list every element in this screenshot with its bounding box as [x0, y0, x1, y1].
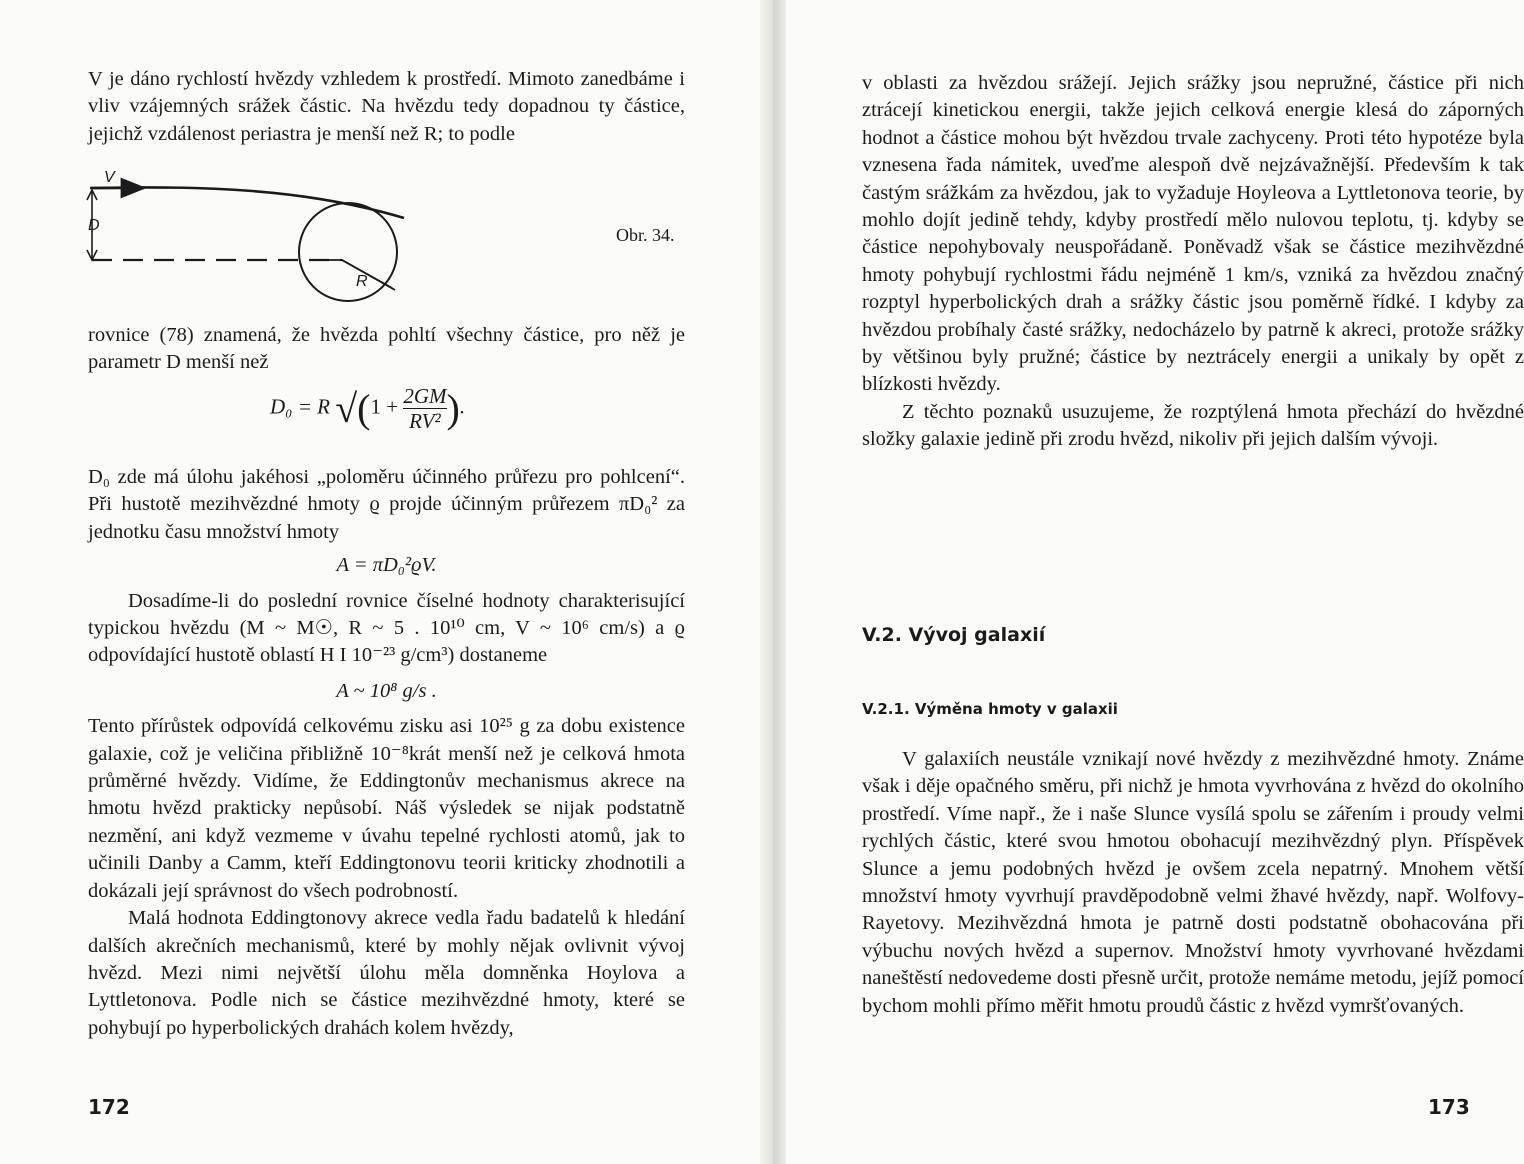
eq1-lhs: D₀ = R — [270, 394, 330, 419]
figure-label-r: R — [356, 273, 368, 290]
right-text-3: V galaxiích neustále vznikají nové hvězdy z mezihvězdné hmoty. Známe však i děje opačného směru, při nichž je hmota vyvrhována z hvězd do okolního prostředí. Víme např., že i naše Slunce vysílá spolu se zářením i proudy velmi rychlých částic, které svou hmotou obohacují mezihvězdný plyn. Příspěvek Slunce a jemu podobných hvězd je ovšem zcela nepatrný. Mnohem větší množství hmoty vyvrhují pravděpodobně velmi žhavé hvězdy, např. Wolfovy-Rayetovy. Mezihvězdná hmota je patrně dosti podstatně obohacována při výbuchu nových hvězd a supernov. Množství hmoty vyvrhované hvězdami naneštěstí nedovedeme dosti přesně určit, protože nemáme metodu, jejíž pomocí bychom mohli přímo měřit hmotu proudů částic z hvězd vymršťovaných. — [862, 748, 1524, 1017]
page-number-left: 172 — [88, 1095, 130, 1119]
figure-caption: Obr. 34. — [616, 225, 675, 245]
star-circle — [299, 203, 397, 301]
right-text-1: v oblasti za hvězdou srážejí. Jejich srážky jsou nepružné, částice při nich ztrácejí kinetickou energii, takže jejich celková energie klesá do záporných hodnot a částice mohou být hvězdou trvale zachyceny. Proti této hypotéze byla vznesena řada námitek, uveďme alespoň dvě nejzávažnější. Především k tak častým srážkám za hvězdou, jak to vyžaduje Hoyleova a Lyttletonova teorie, by mohlo dojít jedině tehdy, kdyby prostředí mělo nulovou teplotu, tj. kdyby se částice nepohybovaly neuspořádaně. Poněvadž však se částice mezihvězdné hmoty pohybují rychlostmi řádu nejméně 1 km/s, vzniká za hvězdou značný rozptyl hyperbolických drah a srážky částic jsou poměrně řídké. I kdyby za hvězdou probíhaly časté srážky, nedocházelo by patrně k akreci, protože srážky by většinou byly pružné; částice by neztrácely energii a unikaly by opět z blízkosti hvězdy. — [862, 72, 1524, 396]
section-heading: V.2. Vývoj galaxií — [862, 624, 1046, 646]
right-paragraph-1 — [862, 70, 1524, 454]
left-paragraph-3 — [88, 464, 685, 1042]
right-paragraph-3 — [862, 746, 1524, 1020]
eq1-denominator: RV² — [409, 409, 441, 433]
left-text-1: V je dáno rychlostí hvězdy vzhledem k prostředí. Mimoto zanedbáme i vliv vzájemných srážek částic. Na hvězdu tedy dopadnou ty částice, jejichž vzdálenost periastra je menší než R; to podle — [88, 68, 685, 145]
hyperbolic-trajectory — [90, 187, 404, 218]
left-page — [0, 0, 760, 1164]
equation-a-value: A ~ 10⁸ g/s . — [336, 679, 437, 702]
left-text-2: rovnice (78) znamená, že hvězda pohltí všechny částice, pro něž je parametr D menší než — [88, 324, 685, 374]
book-gutter — [760, 0, 786, 1164]
figure-label-v: V — [104, 169, 115, 186]
equation-d0: D₀ = R √(1 + $\frac{2GM}{\text{RV²}}$ ). — [270, 384, 466, 433]
left-paragraph-2 — [88, 322, 685, 377]
right-text-2: Z těchto poznaků usuzujeme, že rozptýlená hmota přechází do hvězdné složky galaxie jedině při zrodu hvězd, nikoliv při jejich dalším vývoji. — [862, 400, 1524, 451]
eq1-numerator: 2GM — [403, 384, 447, 408]
subsection-heading: V.2.1. Výměna hmoty v galaxii — [862, 700, 1118, 718]
eq1-one: 1 + — [370, 394, 399, 419]
equation-a: A = πD₀²ϱV. — [336, 554, 437, 577]
left-text-6: Malá hodnota Eddingtonovy akrece vedla řadu badatelů k hledání dalších akrečních mechanismů, které by mohly nějak ovlivnit vývoj hvězd. Mezi nimi největší úlohu měla domněnka Hoylova a Lyttletonova. Podle nich se částice mezihvězdné hmoty, které se pohybují po hyperbolických drahách kolem hvězdy, — [88, 907, 685, 1039]
page-number-right: 173 — [1428, 1095, 1470, 1119]
left-text-4: Dosadíme-li do poslední rovnice číselné hodnoty charakterisující typickou hvězdu (M ~ M☉, R ~ 5 . 10¹⁰ cm, V ~ 10⁶ cm/s) a ϱ odpovídající hustotě oblastí H I 10⁻²³ g/cm³) dostaneme — [88, 589, 685, 667]
left-text-3: D₀ zde má úlohu jakéhosi „poloměru účinného průřezu pro pohlcení“. Při hustotě mezihvězdné hmoty ϱ projde účinným průřezem πD₀² za jednotku času množství hmoty — [88, 466, 685, 543]
left-paragraph-1 — [88, 66, 685, 148]
eq1-fraction — [403, 384, 446, 433]
orbit-figure — [84, 168, 704, 308]
left-text-5: Tento přírůstek odpovídá celkovému zisku asi 10²⁵ g za dobu existence galaxie, což je veličina přibližně 10⁻⁸krát menší než je celková hmota průměrné hvězdy. Vidíme, že Eddingtonův mechanismus akrece na hmotu hvězd prakticky nepůsobí. Náš výsledek se nijak podstatně nezmění, ani když vezmeme v úvahu tepelné rychlosti atomů, jak to učinili Danby a Camm, kteří Eddingtonovu teorii kriticky zhodnotili a dokázali její správnost do všech podrobností. — [88, 715, 685, 902]
figure-label-d: D — [88, 217, 100, 234]
